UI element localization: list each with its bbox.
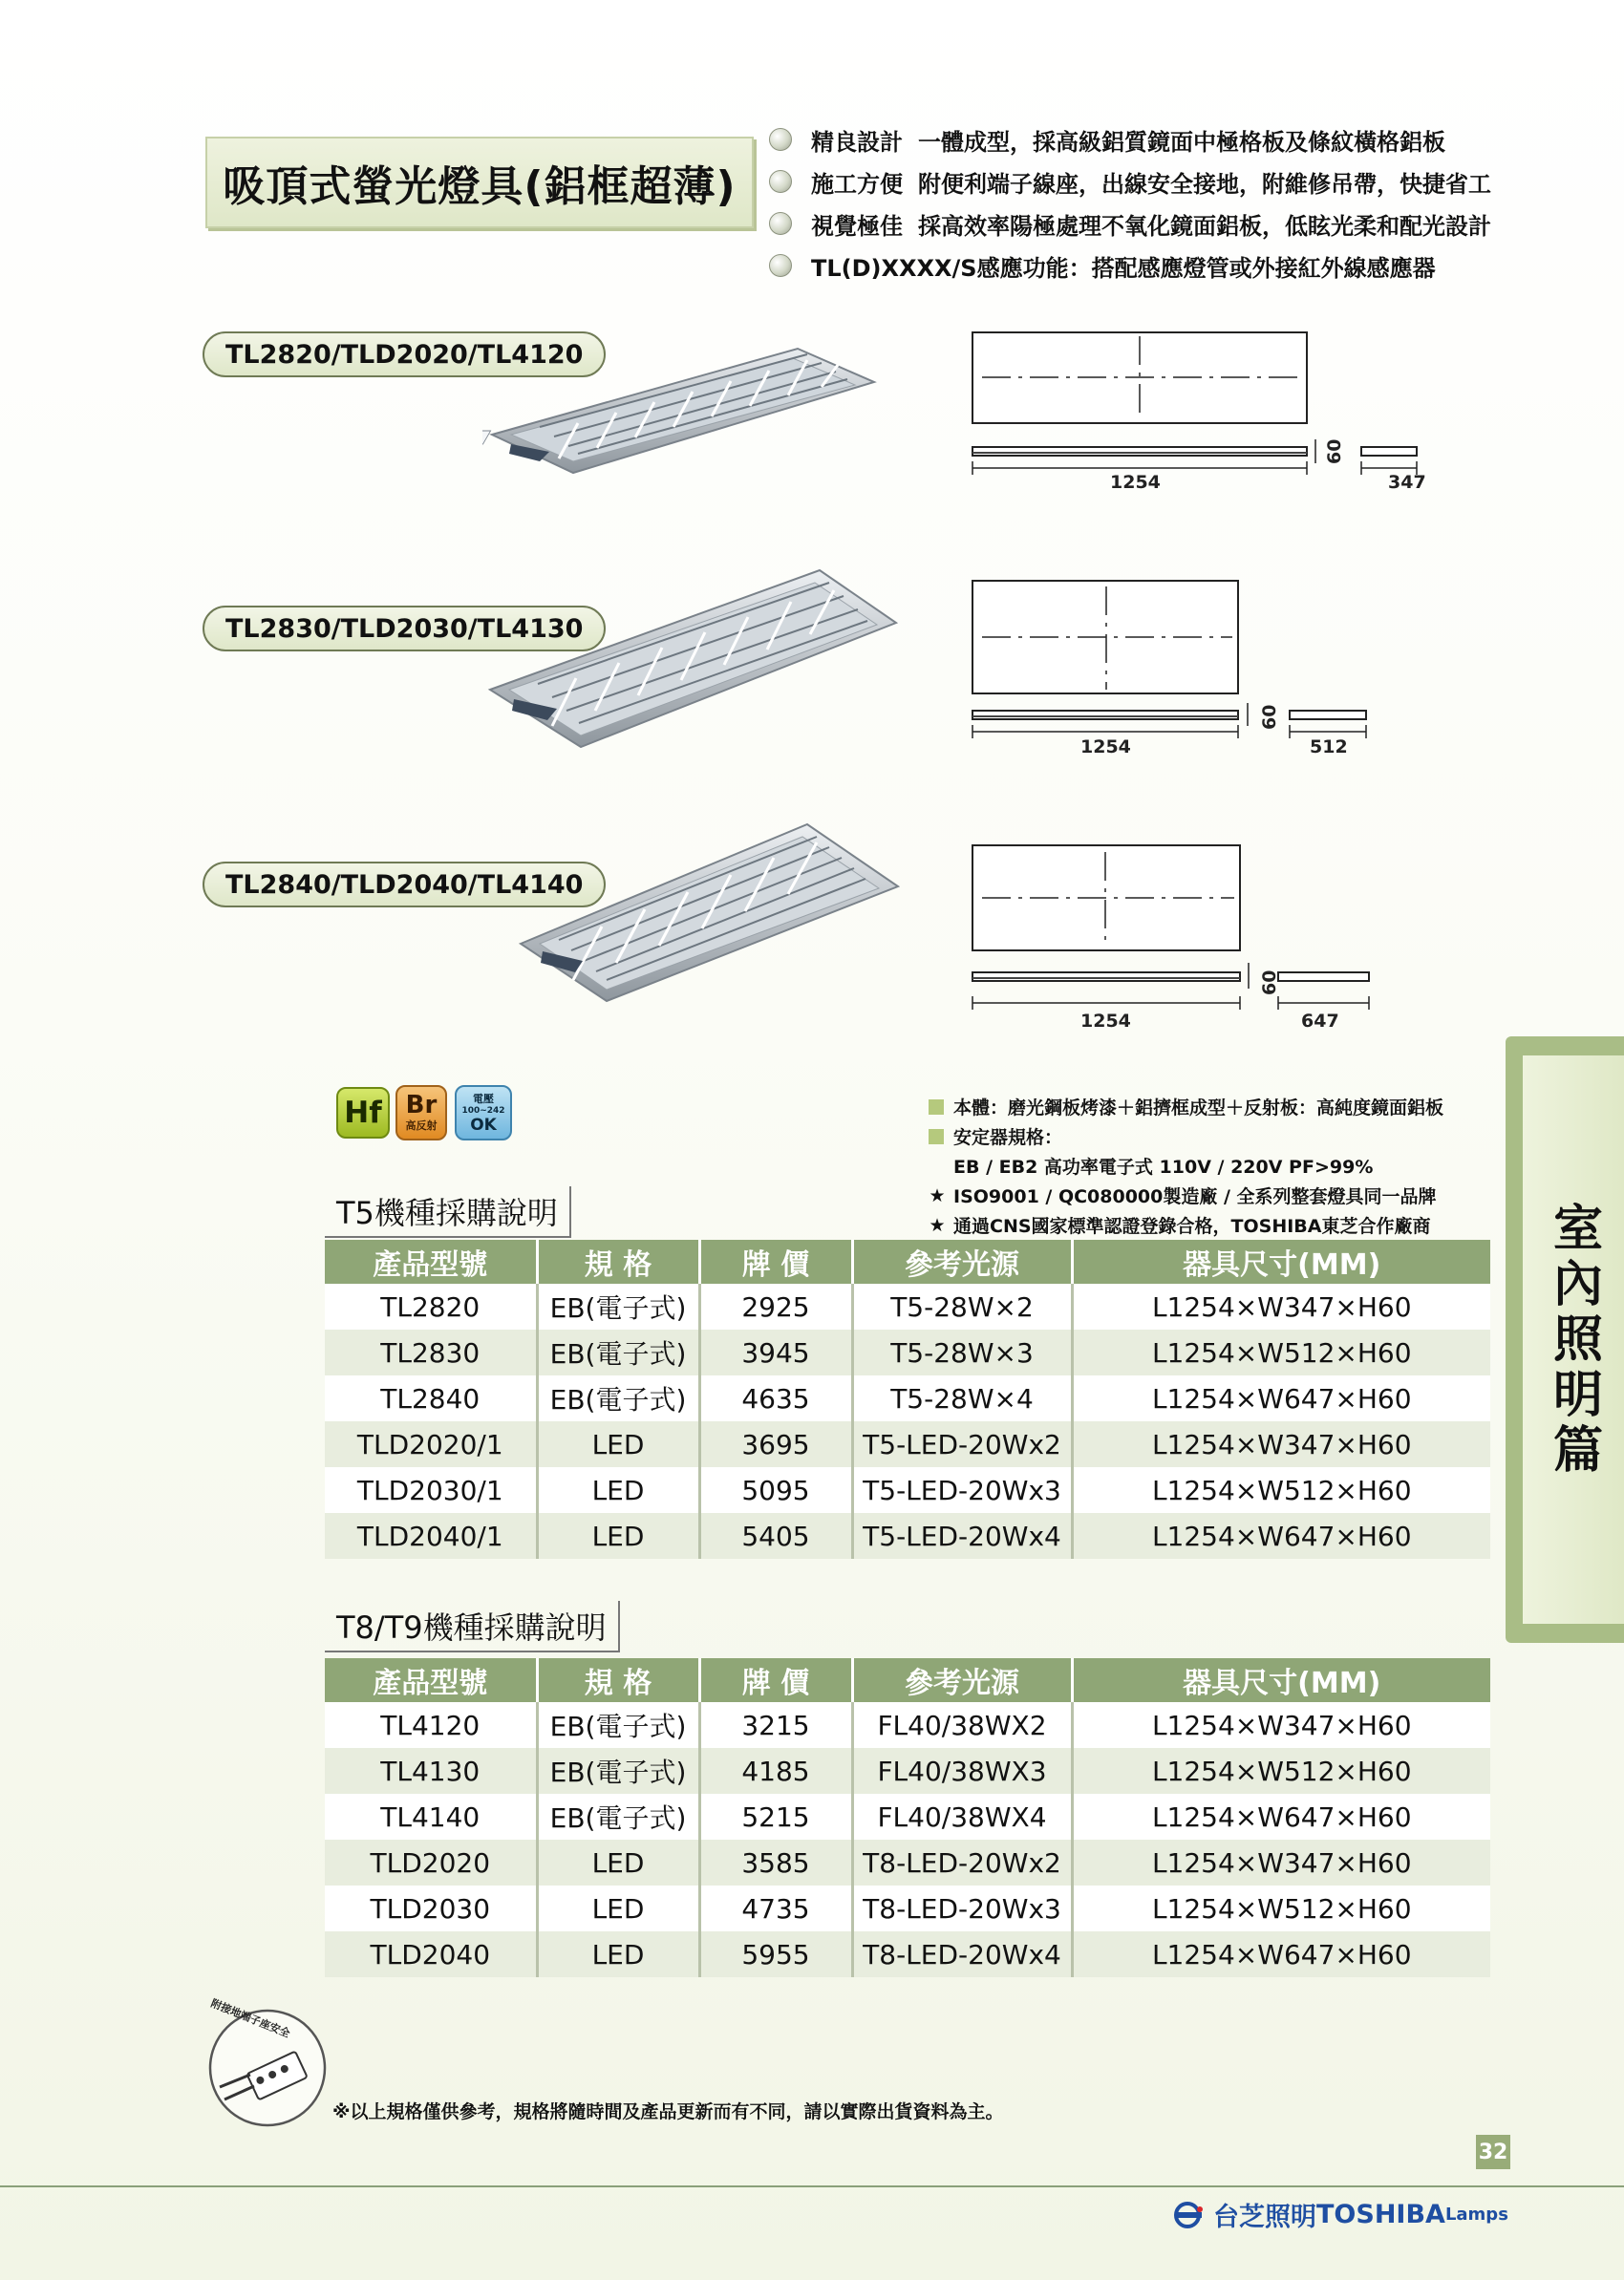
voltage-badge	[455, 1085, 512, 1140]
dimension-drawing-2	[965, 573, 1385, 745]
footer-divider	[0, 2185, 1624, 2187]
bullet-icon	[769, 212, 792, 235]
cell-price: 3215	[699, 1702, 852, 1748]
cell-price: 5955	[699, 1931, 852, 1977]
cell-model: TL4140	[325, 1794, 537, 1840]
cell-dimensions: L1254×W347×H60	[1072, 1702, 1490, 1748]
cell-price: 4735	[699, 1886, 852, 1931]
cell-spec: LED	[537, 1840, 699, 1886]
dimension-height: 60	[1324, 438, 1345, 464]
cell-light-source: FL40/38WX2	[852, 1702, 1072, 1748]
cell-spec: LED	[537, 1513, 699, 1559]
cell-model: TLD2040/1	[325, 1513, 537, 1559]
cell-light-source: T8-LED-20Wx3	[852, 1886, 1072, 1931]
note-text: EB / EB2 高功率電子式 110V / 220V PF>99%	[953, 1157, 1374, 1178]
table-row	[325, 1886, 1490, 1931]
note-body	[929, 1092, 1597, 1121]
star-icon: ★	[929, 1214, 946, 1236]
cell-price: 3945	[699, 1330, 852, 1375]
dimension-length: 1254	[1080, 1011, 1131, 1032]
note-cns	[929, 1210, 1597, 1240]
cell-price: 3695	[699, 1421, 852, 1467]
note-text: 安定器規格：	[953, 1127, 1063, 1148]
cell-light-source: T5-LED-20Wx2	[852, 1421, 1072, 1467]
cell-model: TL4130	[325, 1748, 537, 1794]
dimension-width: 647	[1301, 1011, 1339, 1032]
t8-table-title: T8/T9機種採購說明	[325, 1601, 620, 1652]
header-price: 牌 價	[699, 1658, 852, 1702]
bullet-icon	[769, 170, 792, 193]
cell-dimensions: L1254×W647×H60	[1072, 1375, 1490, 1421]
dimension-width: 347	[1388, 472, 1426, 493]
fixture-4lamp-illustration	[516, 820, 903, 1006]
cell-dimensions: L1254×W347×H60	[1072, 1840, 1490, 1886]
model-label: TL2840/TLD2040/TL4140	[203, 862, 606, 907]
model-label: TL2830/TLD2030/TL4130	[203, 606, 606, 651]
note-ballast	[929, 1121, 1597, 1151]
table-header-row	[325, 1658, 1490, 1702]
header-spec: 規 格	[537, 1658, 699, 1702]
table-row	[325, 1794, 1490, 1840]
cell-model: TLD2020/1	[325, 1421, 537, 1467]
section-label: 室內照明篇	[1544, 1201, 1602, 1479]
cell-spec: EB(電子式)	[537, 1375, 699, 1421]
square-bullet-icon	[929, 1129, 944, 1144]
header-light-source: 參考光源	[852, 1240, 1072, 1284]
cell-model: TL2840	[325, 1375, 537, 1421]
cell-dimensions: L1254×W347×H60	[1072, 1284, 1490, 1330]
stamp-caption: 附接地端子座安全	[208, 1996, 292, 2040]
table-row	[325, 1748, 1490, 1794]
cell-spec: LED	[537, 1421, 699, 1467]
table-row	[325, 1375, 1490, 1421]
header-model: 產品型號	[325, 1240, 537, 1284]
cell-light-source: T5-28W×4	[852, 1375, 1072, 1421]
feature-name: 精良設計	[811, 128, 903, 156]
cell-spec: EB(電子式)	[537, 1702, 699, 1748]
table-row	[325, 1513, 1490, 1559]
dimension-height: 60	[1259, 970, 1280, 995]
cell-model: TLD2030/1	[325, 1467, 537, 1513]
cell-model: TL2830	[325, 1330, 537, 1375]
header-price: 牌 價	[699, 1240, 852, 1284]
cell-price: 4635	[699, 1375, 852, 1421]
table-row	[325, 1702, 1490, 1748]
terminal-block-stamp	[191, 1987, 334, 2130]
cell-price: 5215	[699, 1794, 852, 1840]
hf-badge	[336, 1087, 390, 1139]
header-dimensions: 器具尺寸(MM)	[1072, 1658, 1490, 1702]
note-text: 通過CNS國家標準認證登錄合格，TOSHIBA東芝合作廠商	[953, 1216, 1431, 1237]
cell-light-source: T5-LED-20Wx3	[852, 1467, 1072, 1513]
cell-model: TL2820	[325, 1284, 537, 1330]
cell-dimensions: L1254×W647×H60	[1072, 1931, 1490, 1977]
cell-spec: EB(電子式)	[537, 1794, 699, 1840]
footnote: ※以上規格僅供參考，規格將隨時間及產品更新而有不同，請以實際出貨資料為主。	[332, 2101, 1004, 2122]
side-tab-inner	[1523, 1055, 1624, 1624]
feature-name: 施工方便	[811, 170, 903, 198]
model-label: TL2820/TLD2020/TL4120	[203, 331, 606, 377]
br-badge-text: Br	[405, 1091, 438, 1119]
cell-model: TL4120	[325, 1702, 537, 1748]
bullet-icon	[769, 128, 792, 151]
header-dimensions: 器具尺寸(MM)	[1072, 1240, 1490, 1284]
brand-logo	[1173, 2196, 1508, 2233]
feature-item	[769, 118, 1610, 160]
brand-en: TOSHIBA	[1316, 2200, 1445, 2229]
section-side-tab	[1506, 1036, 1624, 1643]
table-row	[325, 1467, 1490, 1513]
cell-dimensions: L1254×W512×H60	[1072, 1467, 1490, 1513]
cell-model: TLD2030	[325, 1886, 537, 1931]
star-icon: ★	[929, 1184, 946, 1206]
dimension-drawing-1	[965, 325, 1462, 497]
cell-light-source: FL40/38WX3	[852, 1748, 1072, 1794]
dimension-length: 1254	[1110, 472, 1161, 493]
voltage-badge-ok: OK	[470, 1116, 497, 1135]
cell-light-source: T5-28W×3	[852, 1330, 1072, 1375]
cell-spec: LED	[537, 1467, 699, 1513]
cell-light-source: T8-LED-20Wx4	[852, 1931, 1072, 1977]
feature-desc: 採高效率陽極處理不氧化鏡面鋁板，低眩光柔和配光設計	[918, 212, 1491, 240]
brand-suffix: Lamps	[1444, 2205, 1508, 2225]
table-header-row	[325, 1240, 1490, 1284]
table-row	[325, 1421, 1490, 1467]
t5-table-title: T5機種採購說明	[325, 1186, 571, 1238]
t8-spec-table	[325, 1658, 1490, 1977]
cell-light-source: T5-28W×2	[852, 1284, 1072, 1330]
dimension-height: 60	[1259, 704, 1280, 730]
br-badge-sub: 高反射	[405, 1119, 438, 1132]
cell-dimensions: L1254×W512×H60	[1072, 1748, 1490, 1794]
cell-spec: LED	[537, 1931, 699, 1977]
t5-spec-table	[325, 1240, 1490, 1559]
cell-dimensions: L1254×W347×H60	[1072, 1421, 1490, 1467]
page-number: 32	[1476, 2135, 1510, 2169]
fixture-2lamp-illustration	[482, 339, 884, 482]
cell-spec: EB(電子式)	[537, 1330, 699, 1375]
br-badge	[395, 1085, 447, 1140]
feature-desc: TL(D)XXXX/S感應功能：搭配感應燈管或外接紅外線感應器	[811, 254, 1436, 282]
dimension-width: 512	[1310, 736, 1348, 757]
table-row	[325, 1330, 1490, 1375]
cell-dimensions: L1254×W512×H60	[1072, 1886, 1490, 1931]
cell-model: TLD2020	[325, 1840, 537, 1886]
cell-price: 4185	[699, 1748, 852, 1794]
cell-dimensions: L1254×W512×H60	[1072, 1330, 1490, 1375]
header-model: 產品型號	[325, 1658, 537, 1702]
feature-item	[769, 245, 1610, 287]
brand-cn: 台芝照明	[1213, 2203, 1316, 2232]
cell-light-source: T8-LED-20Wx2	[852, 1840, 1072, 1886]
cell-model: TLD2040	[325, 1931, 537, 1977]
note-text: 本體：磨光鋼板烤漆＋鋁擠框成型＋反射板：高純度鏡面鋁板	[953, 1097, 1444, 1119]
toshiba-logo-icon	[1173, 2201, 1206, 2229]
cell-dimensions: L1254×W647×H60	[1072, 1794, 1490, 1840]
square-bullet-icon	[929, 1099, 944, 1115]
hf-badge-text: Hf	[344, 1096, 382, 1130]
table-row	[325, 1931, 1490, 1977]
cell-spec: LED	[537, 1886, 699, 1931]
cell-spec: EB(電子式)	[537, 1748, 699, 1794]
note-iso	[929, 1181, 1597, 1210]
cell-price: 2925	[699, 1284, 852, 1330]
feature-item	[769, 202, 1610, 245]
cell-price: 5095	[699, 1467, 852, 1513]
bullet-icon	[769, 254, 792, 277]
header-spec: 規 格	[537, 1240, 699, 1284]
feature-name: 視覺極佳	[811, 212, 903, 240]
cell-light-source: FL40/38WX4	[852, 1794, 1072, 1840]
cell-light-source: T5-LED-20Wx4	[852, 1513, 1072, 1559]
feature-list	[769, 118, 1610, 287]
spec-notes	[929, 1092, 1597, 1240]
fixture-3lamp-illustration	[485, 565, 906, 756]
feature-item	[769, 160, 1610, 202]
cell-price: 5405	[699, 1513, 852, 1559]
feature-desc: 一體成型，採高級鋁質鏡面中極格板及條紋橫格鋁板	[918, 128, 1445, 156]
dimension-length: 1254	[1080, 736, 1131, 757]
cell-spec: EB(電子式)	[537, 1284, 699, 1330]
note-ballast-spec	[929, 1151, 1597, 1181]
voltage-badge-top: 電壓	[473, 1093, 494, 1105]
page-title: 吸頂式螢光燈具(鋁框超薄)	[205, 137, 754, 228]
feature-desc: 附便利端子線座，出線安全接地，附維修吊帶，快捷省工	[918, 170, 1491, 198]
header-light-source: 參考光源	[852, 1658, 1072, 1702]
cell-price: 3585	[699, 1840, 852, 1886]
cell-dimensions: L1254×W647×H60	[1072, 1513, 1490, 1559]
table-row	[325, 1840, 1490, 1886]
voltage-badge-range: 100~242	[461, 1106, 505, 1116]
note-text: ISO9001 / QC080000製造廠 / 全系列整套燈具同一品牌	[953, 1186, 1437, 1207]
dimension-drawing-3	[965, 841, 1385, 1012]
table-row	[325, 1284, 1490, 1330]
